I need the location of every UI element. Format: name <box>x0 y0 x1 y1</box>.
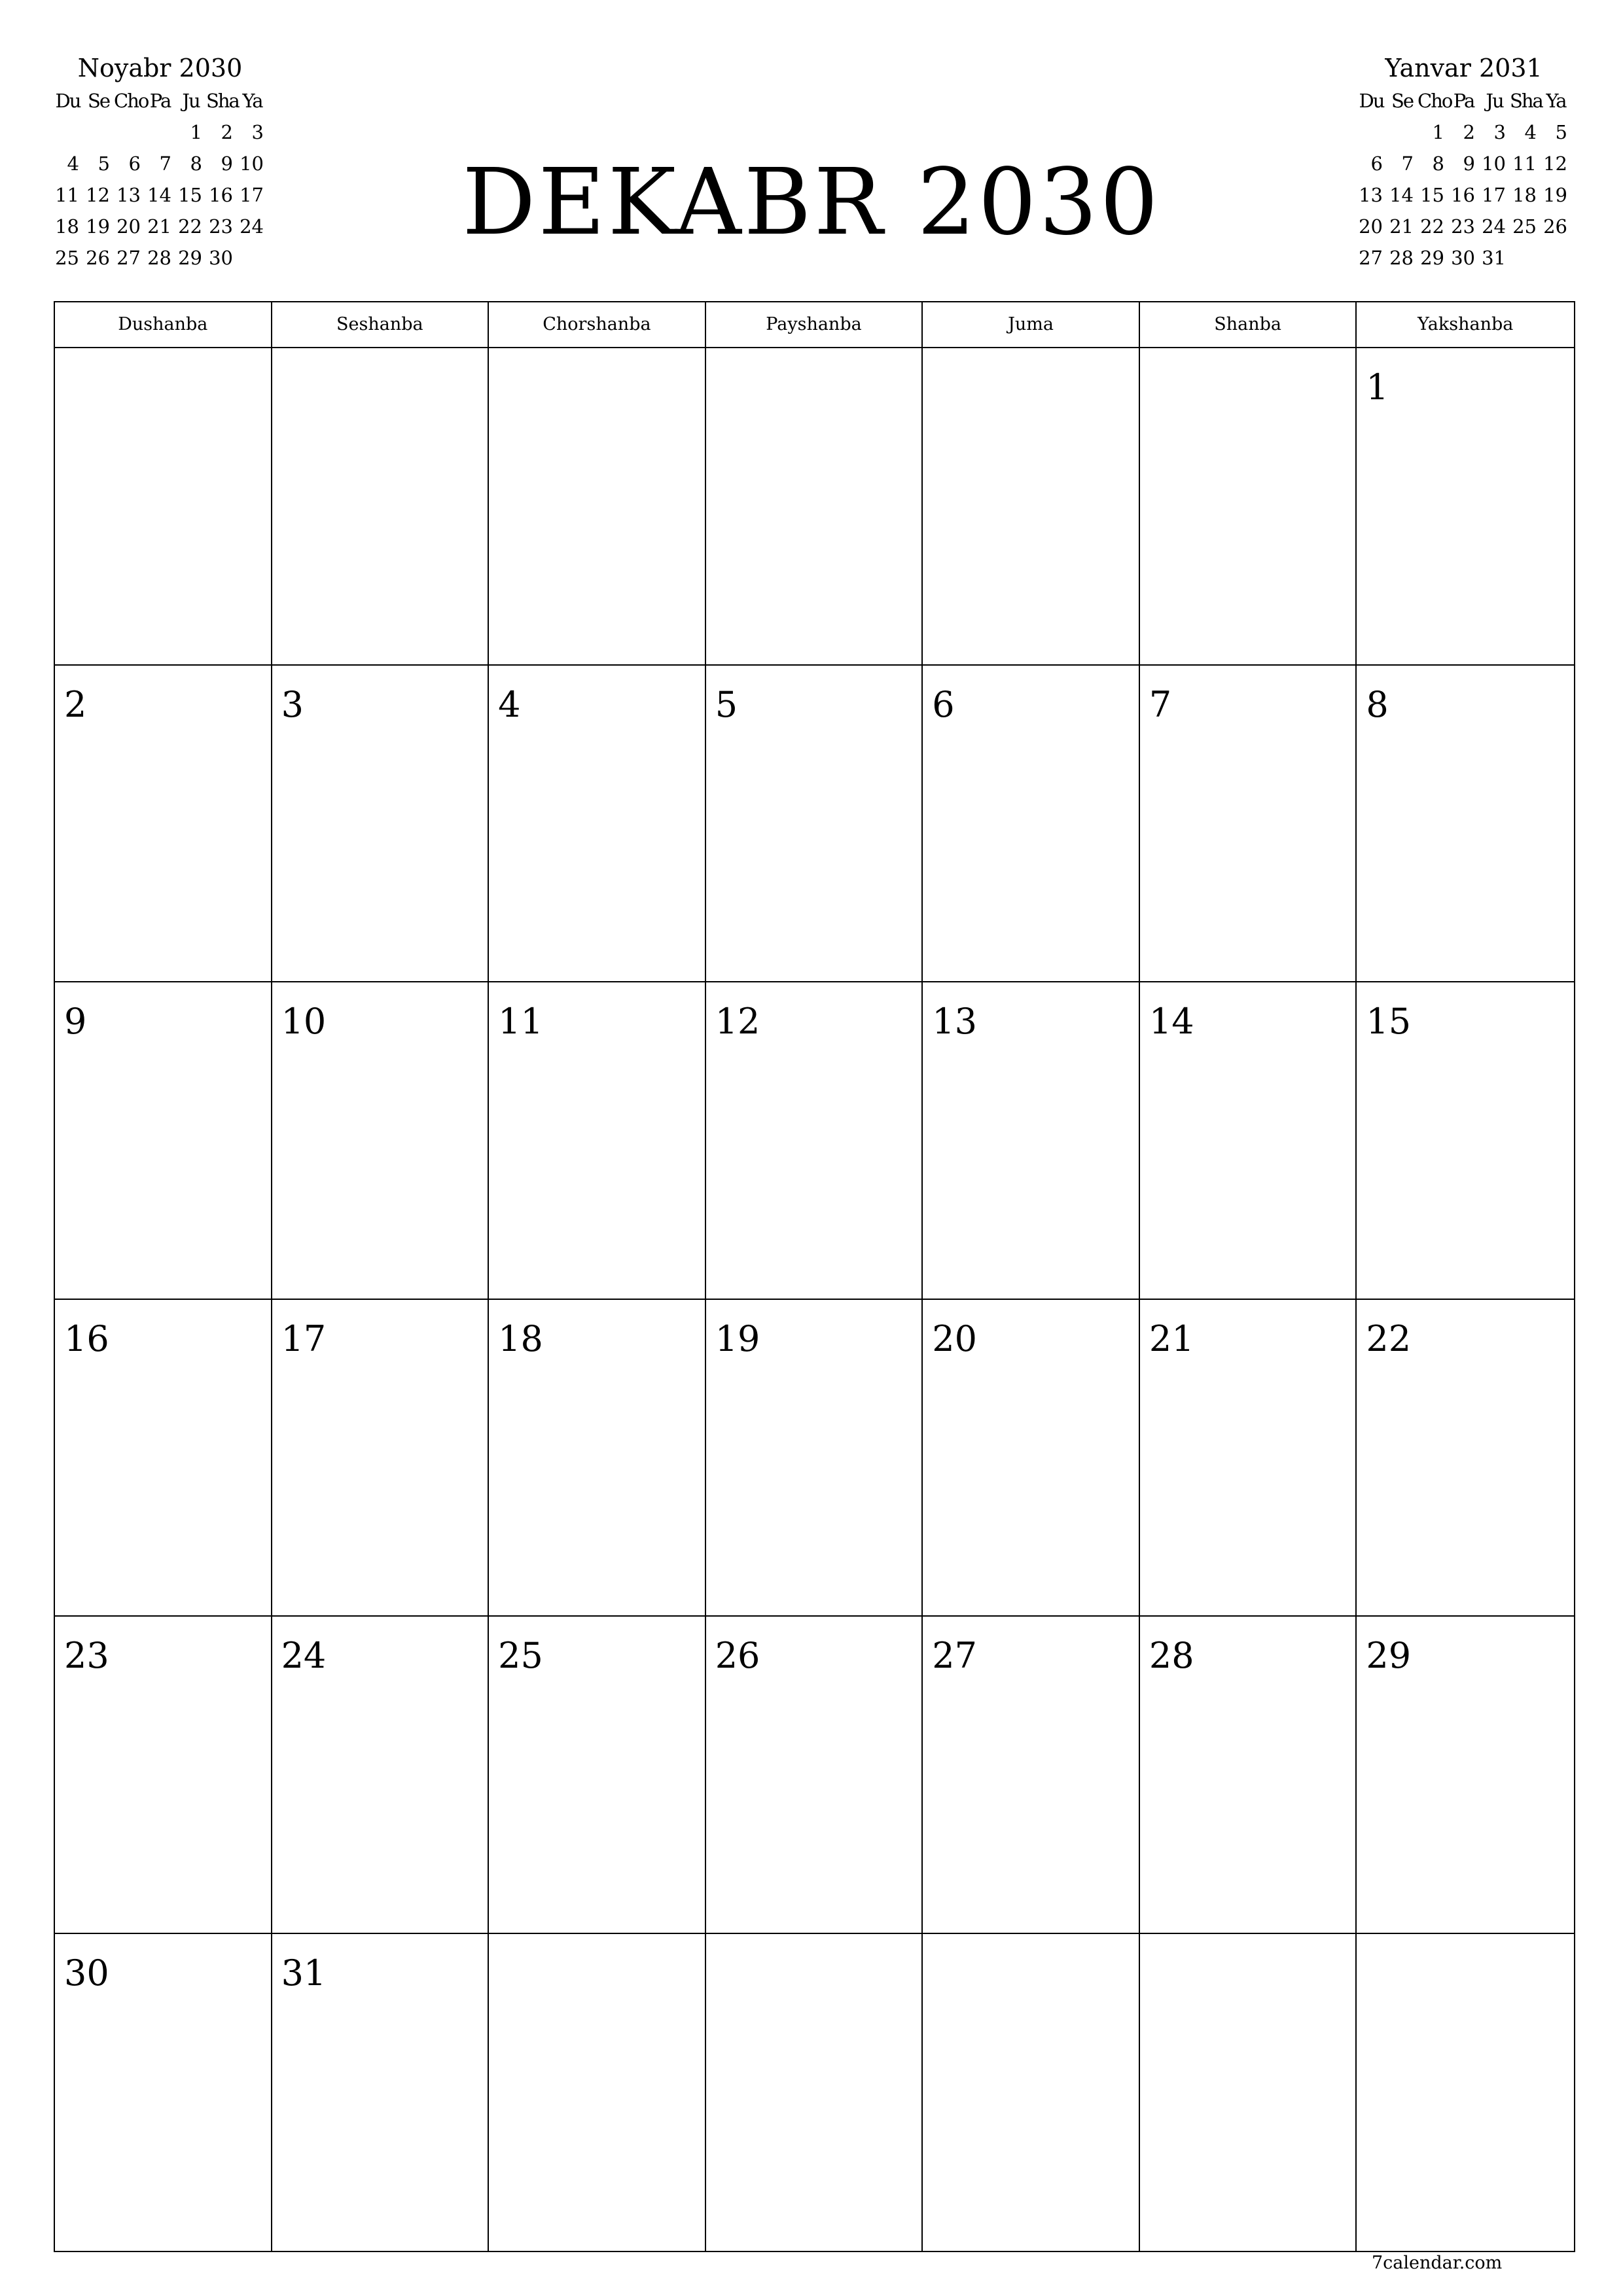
day-number: 31 <box>281 1952 327 1994</box>
mini-day: 19 <box>86 215 110 238</box>
day-cell <box>706 1617 923 1934</box>
mini-day: 16 <box>209 184 233 206</box>
mini-weekday-label: Cho <box>114 90 149 112</box>
day-cell <box>55 1300 272 1617</box>
day-cell <box>272 666 490 983</box>
mini-day: 11 <box>55 184 79 206</box>
mini-day: 18 <box>55 215 79 238</box>
day-number: 12 <box>715 1001 760 1042</box>
day-cell <box>1140 1617 1357 1934</box>
mini-day: 25 <box>55 247 79 269</box>
day-cell <box>923 1934 1140 2251</box>
day-number: 16 <box>64 1318 109 1359</box>
day-number: 25 <box>498 1635 543 1676</box>
mini-day: 17 <box>1482 184 1506 206</box>
day-number: 27 <box>932 1635 977 1676</box>
mini-day: 14 <box>1389 184 1414 206</box>
day-number: 6 <box>932 683 955 725</box>
day-cell <box>1357 1934 1574 2251</box>
day-number: 13 <box>932 1001 977 1042</box>
mini-day <box>1510 242 1541 274</box>
mini-day: 23 <box>1451 215 1475 238</box>
mini-day: 10 <box>240 152 264 175</box>
mini-day <box>145 117 175 148</box>
mini-day: 22 <box>178 215 202 238</box>
day-number: 18 <box>498 1318 543 1359</box>
mini-day: 1 <box>190 121 202 143</box>
day-number: 11 <box>498 1001 543 1042</box>
mini-day: 26 <box>86 247 110 269</box>
day-cell <box>272 348 490 666</box>
mini-day: 16 <box>1451 184 1475 206</box>
day-number: 1 <box>1366 367 1389 408</box>
mini-day: 11 <box>1512 152 1537 175</box>
day-cell <box>55 348 272 666</box>
day-number: 20 <box>932 1318 977 1359</box>
mini-day: 15 <box>1420 184 1444 206</box>
day-cell <box>706 982 923 1300</box>
weekday-header: Shanba <box>1140 302 1357 347</box>
mini-day: 9 <box>1463 152 1475 175</box>
day-number: 15 <box>1366 1001 1412 1042</box>
mini-day: 27 <box>1359 247 1383 269</box>
mini-weekday-label: Ya <box>242 90 262 112</box>
mini-day: 2 <box>1463 121 1475 143</box>
mini-day: 30 <box>209 247 233 269</box>
day-number: 28 <box>1149 1635 1194 1676</box>
day-number: 23 <box>64 1635 109 1676</box>
mini-weekday-label: Du <box>1359 90 1384 112</box>
mini-day: 24 <box>240 215 264 238</box>
mini-weekday-label: Ya <box>1546 90 1566 112</box>
day-cell <box>923 982 1140 1300</box>
weekday-header: Dushanba <box>55 302 272 347</box>
day-number: 19 <box>715 1318 760 1359</box>
day-cell <box>1140 348 1357 666</box>
day-cell <box>1140 1934 1357 2251</box>
mini-weekday-label: Se <box>1391 90 1414 112</box>
mini-day: 3 <box>1493 121 1506 143</box>
mini-day: 3 <box>251 121 264 143</box>
day-cell <box>1357 982 1574 1300</box>
day-cell <box>272 1617 490 1934</box>
day-cell <box>272 1300 490 1617</box>
weekday-header: Yakshanba <box>1418 314 1514 334</box>
day-cell <box>489 348 706 666</box>
weekday-header: Chorshanba <box>489 302 706 347</box>
day-cell <box>706 1934 923 2251</box>
day-number: 5 <box>715 683 738 725</box>
day-cell <box>923 1617 1140 1934</box>
mini-day: 17 <box>240 184 264 206</box>
mini-calendar-next <box>1356 51 1571 274</box>
mini-day: 21 <box>147 215 171 238</box>
day-cell <box>706 1300 923 1617</box>
mini-day: 29 <box>178 247 202 269</box>
mini-day: 8 <box>1432 152 1444 175</box>
mini-day: 28 <box>147 247 171 269</box>
mini-day <box>1387 117 1418 148</box>
day-cell <box>489 982 706 1300</box>
day-cell <box>1140 982 1357 1300</box>
day-cell <box>272 1934 490 2251</box>
day-number: 26 <box>715 1635 760 1676</box>
day-number: 10 <box>281 1001 327 1042</box>
mini-day: 26 <box>1543 215 1567 238</box>
day-cell <box>706 348 923 666</box>
weekday-header: Juma <box>923 302 1140 347</box>
mini-day: 22 <box>1420 215 1444 238</box>
day-number: 14 <box>1149 1001 1194 1042</box>
mini-day: 25 <box>1512 215 1537 238</box>
mini-weekday-label: Pa <box>1453 90 1474 112</box>
mini-day: 12 <box>1543 152 1567 175</box>
mini-day: 6 <box>1370 152 1383 175</box>
mini-day: 27 <box>116 247 141 269</box>
mini-day: 18 <box>1512 184 1537 206</box>
day-number: 7 <box>1149 683 1172 725</box>
mini-day: 4 <box>1524 121 1537 143</box>
mini-day <box>83 117 114 148</box>
day-cell <box>923 666 1140 983</box>
day-cell <box>55 1617 272 1934</box>
mini-day: 24 <box>1482 215 1506 238</box>
day-number: 4 <box>498 683 521 725</box>
day-number: 2 <box>64 683 87 725</box>
mini-weekday-label: Se <box>87 90 110 112</box>
mini-day: 1 <box>1432 121 1444 143</box>
day-number: 17 <box>281 1318 327 1359</box>
day-cell <box>489 1617 706 1934</box>
mini-day <box>1356 117 1387 148</box>
weeks-grid <box>55 348 1574 2251</box>
mini-day: 5 <box>98 152 110 175</box>
day-cell <box>923 348 1140 666</box>
mini-day: 4 <box>67 152 79 175</box>
mini-day: 19 <box>1543 184 1567 206</box>
day-number: 30 <box>64 1952 109 1994</box>
mini-day: 29 <box>1420 247 1444 269</box>
day-cell <box>489 666 706 983</box>
weekday-header-row <box>55 302 1574 348</box>
mini-weekday-label: Ju <box>182 90 200 112</box>
day-number: 24 <box>281 1635 327 1676</box>
mini-calendar-prev-title: Noyabr 2030 <box>77 54 243 82</box>
mini-weekday-label: Sha <box>1510 90 1543 112</box>
mini-day: 10 <box>1482 152 1506 175</box>
mini-day: 5 <box>1555 121 1567 143</box>
mini-day: 23 <box>209 215 233 238</box>
mini-day: 7 <box>159 152 171 175</box>
day-cell <box>272 982 490 1300</box>
day-number: 29 <box>1366 1635 1412 1676</box>
day-cell <box>1357 348 1574 666</box>
mini-day: 15 <box>178 184 202 206</box>
mini-day: 7 <box>1401 152 1414 175</box>
mini-day: 14 <box>147 184 171 206</box>
day-number: 8 <box>1366 683 1389 725</box>
month-grid <box>54 301 1575 2252</box>
day-cell <box>706 666 923 983</box>
mini-calendar-next-grid <box>1356 85 1571 274</box>
day-cell <box>1357 666 1574 983</box>
mini-day: 13 <box>116 184 141 206</box>
mini-day: 2 <box>221 121 233 143</box>
day-cell <box>1140 666 1357 983</box>
mini-weekday-label: Du <box>55 90 80 112</box>
mini-weekday-label: Cho <box>1418 90 1452 112</box>
page-title: DEKABR 2030 <box>462 149 1161 256</box>
mini-day: 6 <box>128 152 141 175</box>
day-cell <box>923 1300 1140 1617</box>
mini-day: 13 <box>1359 184 1383 206</box>
day-cell <box>1357 1617 1574 1934</box>
day-number: 9 <box>64 1001 87 1042</box>
mini-day: 12 <box>86 184 110 206</box>
mini-day: 31 <box>1482 247 1506 269</box>
mini-day <box>114 117 145 148</box>
day-number: 21 <box>1149 1318 1194 1359</box>
mini-day: 9 <box>221 152 233 175</box>
mini-day: 8 <box>190 152 202 175</box>
mini-day: 21 <box>1389 215 1414 238</box>
mini-day: 20 <box>116 215 141 238</box>
mini-day: 20 <box>1359 215 1383 238</box>
day-cell <box>1140 1300 1357 1617</box>
mini-day: 30 <box>1451 247 1475 269</box>
weekday-header: Seshanba <box>272 302 490 347</box>
day-cell <box>1357 1300 1574 1617</box>
day-number: 3 <box>281 683 304 725</box>
footer-credit: 7calendar.com <box>1372 2253 1503 2273</box>
mini-weekday-label: Pa <box>149 90 171 112</box>
day-cell <box>55 666 272 983</box>
day-cell <box>55 1934 272 2251</box>
mini-calendar-next-title: Yanvar 2031 <box>1385 54 1543 82</box>
mini-day: 28 <box>1389 247 1414 269</box>
day-cell <box>489 1300 706 1617</box>
day-number: 22 <box>1366 1318 1412 1359</box>
weekday-header: Payshanba <box>706 302 923 347</box>
mini-day <box>1541 242 1571 274</box>
day-cell <box>55 982 272 1300</box>
day-cell <box>489 1934 706 2251</box>
mini-weekday-label: Ju <box>1486 90 1503 112</box>
mini-day <box>52 117 83 148</box>
mini-weekday-label: Sha <box>206 90 239 112</box>
